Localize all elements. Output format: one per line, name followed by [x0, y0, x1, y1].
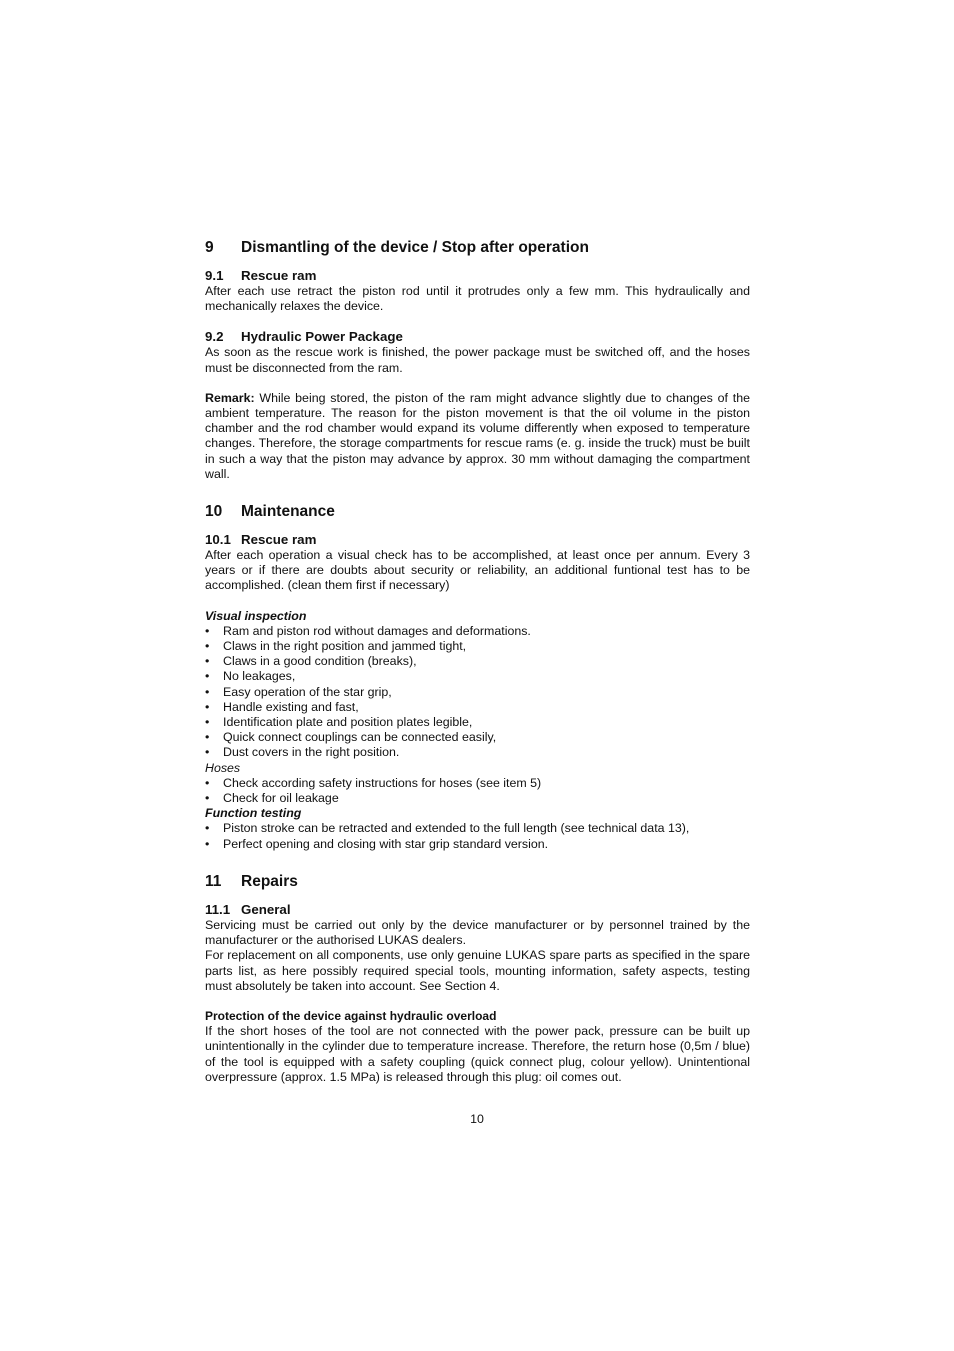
section-title: Rescue ram: [241, 268, 317, 283]
list-item: • Claws in a good condition (breaks),: [205, 654, 417, 669]
section-9-1-text: After each use retract the piston rod until it protrudes only a few mm. This hydraulically and mechanically relaxes the device.: [205, 284, 750, 314]
hoses-title: Hoses: [205, 760, 241, 775]
list-item: • No leakages,: [205, 669, 296, 684]
section-number: 11.1: [205, 901, 231, 917]
visual-inspection-list: [205, 624, 750, 761]
manual-page: [205, 238, 750, 1085]
section-title: General: [241, 901, 291, 917]
list-item: • Easy operation of the star grip,: [205, 684, 392, 699]
bullet: •: [205, 821, 210, 836]
section-9-2-text: As soon as the rescue work is finished, the power package must be switched off, and the hoses must be disconnected from the ram.: [205, 345, 750, 375]
bullet: •: [205, 715, 210, 730]
remark-text: While being stored, the piston of the ram might advance slightly due to changes of the ambient temperature. The reason for the piston movement is that the oil volume in the piston chamber and the rod chamber would expand its volume differently when exposed to temperature changes. Therefore, the storage compartments for rescue rams (e. g. inside the truck) must be built in such a way that the piston may advance by approx. 30 mm without damaging the compartment wall.: [205, 390, 750, 481]
bullet: •: [205, 791, 210, 806]
list-item: • Check for oil leakage: [205, 791, 339, 806]
section-number: 10: [205, 503, 223, 521]
bullet: •: [205, 775, 210, 790]
remark-label: Remark:: [205, 390, 255, 405]
section-9-1-heading: [205, 268, 750, 284]
section-title: Maintenance: [241, 503, 335, 521]
bullet: •: [205, 730, 210, 745]
section-11-1-heading: [205, 902, 750, 918]
section-title: Repairs: [241, 872, 298, 890]
bullet: •: [205, 684, 210, 699]
section-9-heading: [205, 238, 750, 258]
function-testing-list: [205, 821, 750, 851]
list-item: • Perfect opening and closing with star grip standard version.: [205, 836, 549, 851]
section-10-heading: [205, 502, 750, 522]
bullet: •: [205, 654, 210, 669]
protection-title: Protection of the device against hydraulic overload: [205, 1008, 497, 1023]
remark-paragraph: [205, 391, 750, 482]
bullet: •: [205, 745, 210, 760]
section-number: 10.1: [205, 532, 231, 548]
list-item: • Piston stroke can be retracted and extended to the full length (see technical data 13),: [205, 821, 690, 836]
section-title: Dismantling of the device / Stop after operation: [241, 239, 589, 256]
list-item: • Ram and piston rod without damages and deformations.: [205, 623, 531, 638]
list-item: • Quick connect couplings can be connected easily,: [205, 730, 497, 745]
bullet: •: [205, 699, 210, 714]
section-title: Hydraulic Power Package: [241, 329, 403, 345]
list-item: • Dust covers in the right position.: [205, 745, 400, 760]
section-11-1-text-2: For replacement on all components, use only genuine LUKAS spare parts as specified in the spare parts list, as here possibly required special tools, mounting information, safety aspects, testing must absolutely be taken into account. See Section 4.: [205, 948, 750, 993]
protection-text: If the short hoses of the tool are not connected with the power pack, pressure can be built up unintentionally in the cylinder due to temperature increase. Therefore, the return hose (0,5m / blue) of the tool is equipped with a safety coupling (quick connect plug, colour yellow). Unintentional overpressure (approx. 1.5 MPa) is released through this plug: oil comes out.: [205, 1024, 750, 1084]
list-item: • Identification plate and position plates legible,: [205, 715, 473, 730]
function-testing-title: Function testing: [205, 806, 302, 821]
section-10-1-text: After each operation a visual check has to be accomplished, at least once per annum. Every 3 years or if there are doubts about security or reliability, an additional funtional test has to be accomplished. (clean them first if necessary): [205, 548, 750, 593]
section-title: Rescue ram: [241, 532, 317, 548]
list-item: • Claws in the right position and jammed tight,: [205, 639, 467, 654]
section-9-2-heading: [205, 329, 750, 345]
visual-inspection-title: Visual inspection: [205, 608, 307, 623]
section-number: 9.1: [205, 268, 224, 283]
bullet: •: [205, 623, 210, 638]
section-11-heading: [205, 872, 750, 892]
section-10-1-heading: [205, 532, 750, 548]
section-number: 9: [205, 239, 214, 256]
list-item: • Handle existing and fast,: [205, 699, 359, 714]
hoses-list: [205, 776, 750, 806]
section-number: 9.2: [205, 329, 224, 345]
section-11-1-text: Servicing must be carried out only by the device manufacturer or by personnel trained by the manufacturer or the authorised LUKAS dealers.: [205, 917, 750, 948]
page-number: 10: [470, 1112, 484, 1126]
section-number: 11: [205, 872, 222, 890]
bullet: •: [205, 669, 210, 684]
bullet: •: [205, 639, 210, 654]
list-item: • Check according safety instructions for hoses (see item 5): [205, 775, 542, 790]
bullet: •: [205, 836, 210, 851]
